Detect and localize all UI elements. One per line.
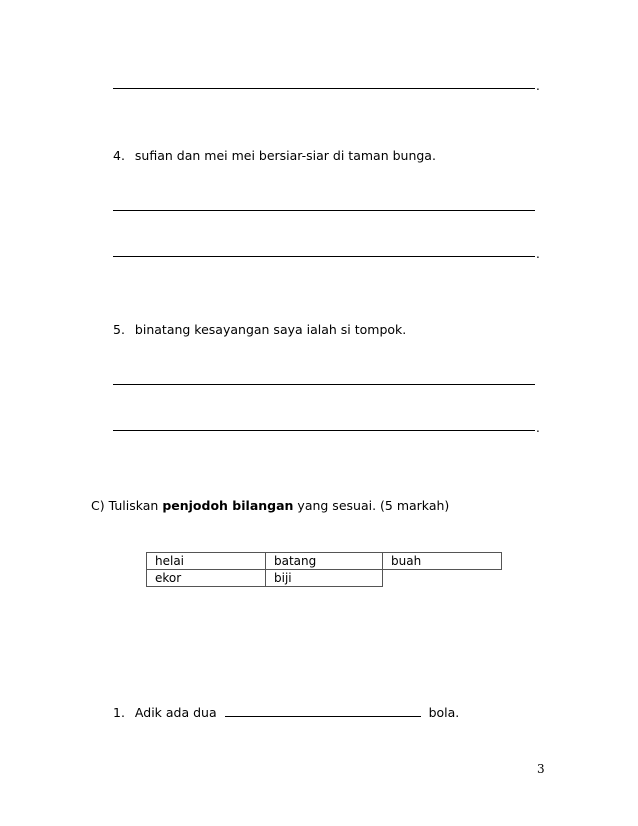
fill-blank[interactable] <box>225 704 421 717</box>
line-end-period: . <box>536 247 540 261</box>
answer-line[interactable] <box>113 256 535 257</box>
line-end-period: . <box>536 79 540 93</box>
question-number: 1. <box>113 705 125 720</box>
word-bank-cell: buah <box>383 553 502 570</box>
question-text: binatang kesayangan saya ialah si tompok. <box>134 322 407 337</box>
word-bank-cell: helai <box>147 553 266 570</box>
table-row <box>147 570 502 587</box>
answer-line[interactable] <box>113 88 535 89</box>
answer-line[interactable] <box>113 210 535 211</box>
instruction-bold-text: penjodoh bilangan <box>162 498 294 513</box>
section-label: C) <box>91 498 105 513</box>
instruction-text: Tuliskan <box>108 498 159 513</box>
answer-line[interactable] <box>113 384 535 385</box>
table-row <box>147 553 502 570</box>
instruction-text: yang sesuai. (5 markah) <box>297 498 450 513</box>
line-end-period: . <box>536 421 540 435</box>
question-text: sufian dan mei mei bersiar-siar di taman bunga. <box>134 148 436 163</box>
word-bank-empty-cell <box>383 570 502 587</box>
word-bank-cell: biji <box>266 570 383 587</box>
question-text: Adik ada dua <box>134 705 217 720</box>
question-number: 4. <box>113 148 125 163</box>
section-c-question-1 <box>113 704 459 721</box>
word-bank-cell: ekor <box>147 570 266 587</box>
word-bank-cell: batang <box>266 553 383 570</box>
word-bank-table <box>146 552 502 587</box>
page-number: 3 <box>537 762 545 776</box>
question-number: 5. <box>113 322 125 337</box>
question-5 <box>113 322 406 338</box>
answer-line[interactable] <box>113 430 535 431</box>
question-4 <box>113 148 436 164</box>
section-c-heading <box>91 498 449 514</box>
question-text: bola. <box>428 705 460 720</box>
